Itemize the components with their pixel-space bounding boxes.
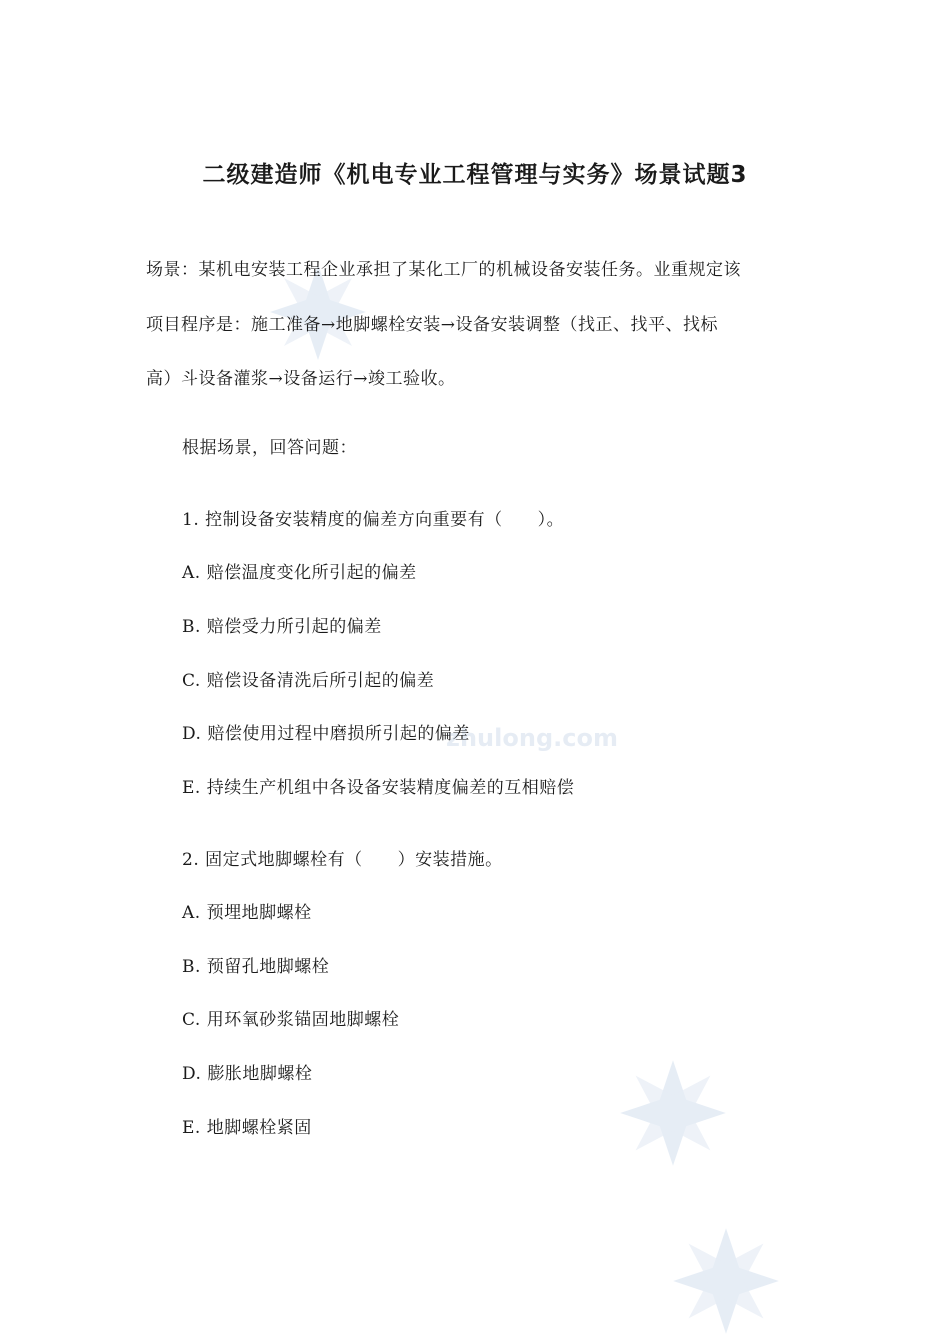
question-option: E. 地脚螺栓紧固 [182, 1118, 312, 1138]
question-option: B. 预留孔地脚螺栓 [182, 957, 330, 977]
watermark-logo-icon [618, 1058, 728, 1168]
question-option: E. 持续生产机组中各设备安装精度偏差的互相赔偿 [182, 778, 575, 798]
question-option: D. 膨胀地脚螺栓 [182, 1064, 313, 1084]
watermark-logo-icon [666, 1226, 786, 1336]
question-option: A. 预埋地脚螺栓 [182, 903, 312, 923]
scenario-line: 场景：某机电安装工程企业承担了某化工厂的机械设备安装任务。业重规定该 [146, 260, 741, 280]
question-option: A. 赔偿温度变化所引起的偏差 [182, 563, 417, 583]
question-option: D. 赔偿使用过程中磨损所引起的偏差 [182, 724, 470, 744]
watermark-text: zhulong.com [446, 724, 618, 752]
question-option: B. 赔偿受力所引起的偏差 [182, 617, 382, 637]
question-stem: 2. 固定式地脚螺栓有（ ）安装措施。 [182, 850, 503, 870]
question-option: C. 赔偿设备清洗后所引起的偏差 [182, 671, 435, 691]
question-option: C. 用环氧砂浆锚固地脚螺栓 [182, 1010, 400, 1030]
question-stem: 1. 控制设备安装精度的偏差方向重要有（ ）。 [182, 510, 565, 530]
scenario-line: 高）斗设备灌浆→设备运行→竣工验收。 [146, 369, 456, 389]
page-title: 二级建造师《机电专业工程管理与实务》场景试题3 [202, 162, 748, 188]
scenario-line: 项目程序是：施工准备→地脚螺栓安装→设备安装调整（找正、找平、找标 [146, 315, 718, 335]
instruction-text: 根据场景，回答问题： [182, 438, 357, 458]
